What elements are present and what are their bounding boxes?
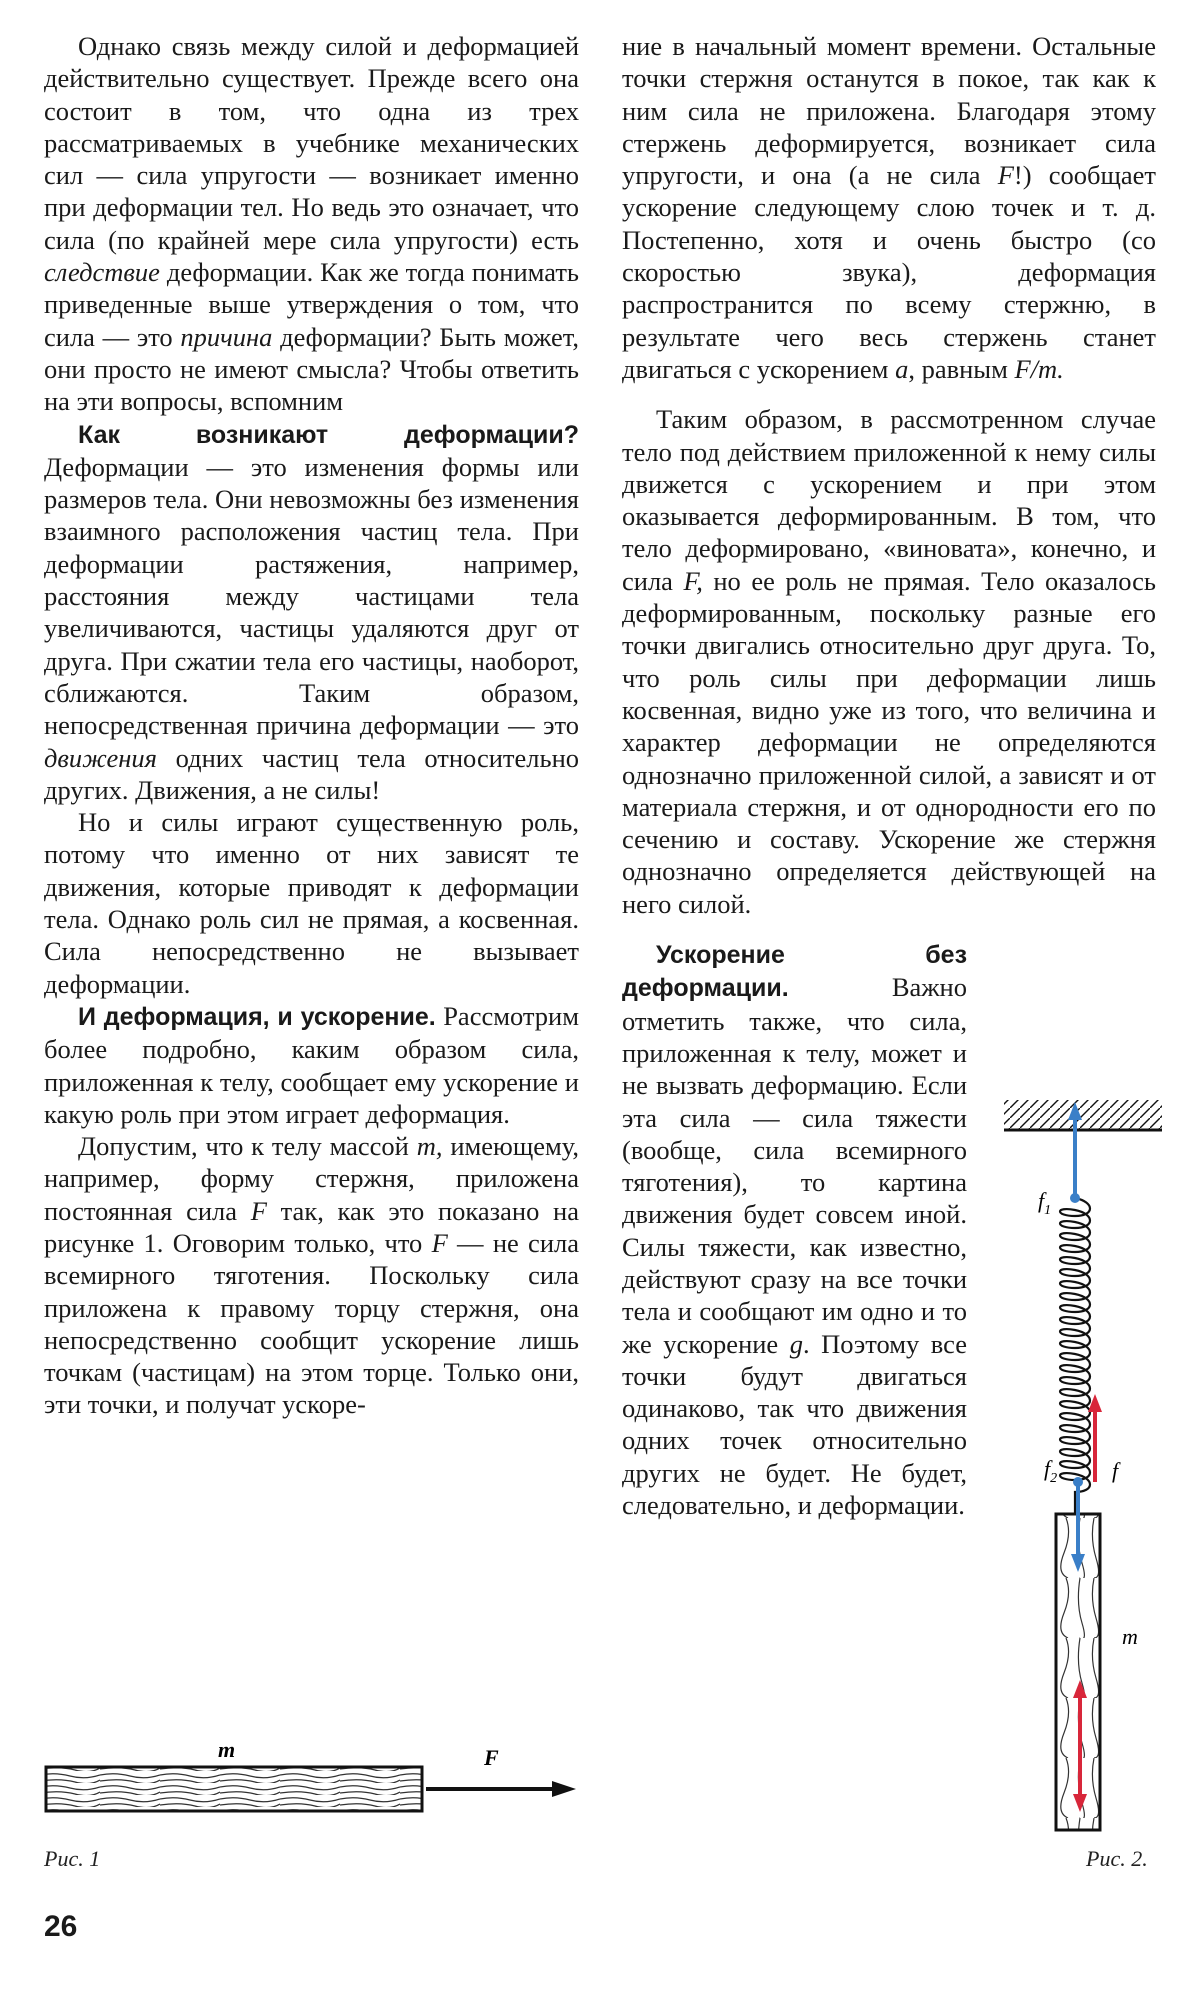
paragraph: Но и силы играют существенную роль, потому что именно от них зависят те движения, которые приводят к деформации тела. Однако роль сил не прямая, а косвенная. Сила непосредственно не вызывает деформации.	[44, 807, 579, 999]
page-number: 26	[44, 1910, 78, 1943]
rod	[46, 1767, 422, 1811]
figure-2	[1000, 1098, 1170, 1848]
paragraph: Таким образом, в рассмотренном случае тело под действием приложенной к нему силы движется с ускорением и при этом оказывается деформированным. В том, что тело деформировано, «виновата», конечно, и сила F, но ее роль не прямая. Тело оказалось деформированным, поскольку разные его точки двигались относительно друг друга. То, что роль силы при деформации лишь косвенная, видно уже из того, что величина и характер деформации не определяются однозначно приложенной силой, а зависят и от материала стержня, и от однородности его по сечению и составу. Ускорение же стержня однозначно определяется действующей на него силой.	[622, 404, 1156, 919]
figure-2-caption: Рис. 2.	[1086, 1846, 1148, 1871]
arrow-head-icon	[552, 1781, 576, 1797]
paragraph: Допустим, что к телу массой m, имеющему, например, форму стержня, приложена постоянная сила F так, как это показано на рисунке 1. Оговорим только, что F — не сила всемирного тяготения. Поскольку сила приложена к правому торцу стержня, она непосредственно сообщит ускорение лишь точкам (частицам) на этом торце. Только они, эти точки, и получат ускоре-	[44, 1131, 580, 1420]
mass-label: m	[218, 1737, 236, 1762]
figure-1	[40, 1735, 580, 1825]
paragraph: Как возникают деформации? Деформации — это изменения формы или размеров тела. Они невозможны без изменения взаимного расположения частиц тела. При деформации растяжения, например, расстояния между частицами тела увеличиваются, частицы удаляются друг от друга. При сжатии тела его частицы, наоборот, сближаются. Таким образом, непосредственная причина деформации — это движения одних частиц тела относительно других. Движения, а не силы!	[44, 420, 579, 805]
ceiling	[1004, 1100, 1162, 1130]
label-f: f	[1112, 1458, 1119, 1483]
paragraph: Однако связь между силой и деформацией действительно существует. Прежде всего она состоит в том, что одна из трех рассматриваемых в учебнике механических сил — сила упругости — возникает именно при деформации тел. Но ведь это означает, что сила (по крайней мере сила упругости) есть следствие деформации. Как же тогда понимать приведенные выше утверждения о том, что сила — это причина деформации? Быть может, они просто не имеют смысла? Чтобы ответить на эти вопросы, вспомним	[44, 31, 579, 417]
paragraph: И деформация, и ускорение. Рассмотрим более подробно, каким образом сила, приложенная к телу, сообщает ему ускорение и какую роль при этом играет деформация.	[44, 1000, 579, 1129]
section-heading: Как возникают деформации?	[78, 420, 579, 449]
figure-1-caption: Рис. 1	[44, 1846, 101, 1871]
mass-label: m	[1122, 1624, 1138, 1649]
paragraph: ние в начальный момент времени. Остальные точки стержня останутся в покое, так как к ним сила не приложена. Благодаря этому стержень деформируется, возникает сила упругости, и она (а не сила F!) сообщает ускорение следующему слою точек и т. д. Постепенно, хотя и очень быстро (со скоростью звука), деформация распространится по всему стержню, в результате чего весь стержень станет двигаться с ускорением a, равным F/m.	[622, 31, 1157, 384]
section-heading: И деформация, и ускорение.	[78, 1002, 436, 1031]
section-heading: Ускорение без деформации.	[622, 941, 967, 1003]
left-column	[44, 30, 579, 1421]
paragraph: Ускорение без деформации. Важно отметить также, что сила, приложенная к телу, может и не вызвать деформацию. Если эта сила — сила тяжести (вообще, сила всемирного тяготения), то картина движения будет совсем иной. Силы тяжести, как известно, действуют сразу на все точки тела и сообщают им одно и то же ускорение g. Поэтому все точки будут двигаться одинаково, так что движения одних точек относительно других не будет. Не будет, следовательно, и деформации.	[622, 941, 967, 1521]
spring	[1060, 1198, 1090, 1514]
label-f2: $f_2$	[1044, 1456, 1058, 1486]
label-f1: $f_1$	[1038, 1188, 1052, 1218]
force-label: F	[484, 1745, 499, 1770]
